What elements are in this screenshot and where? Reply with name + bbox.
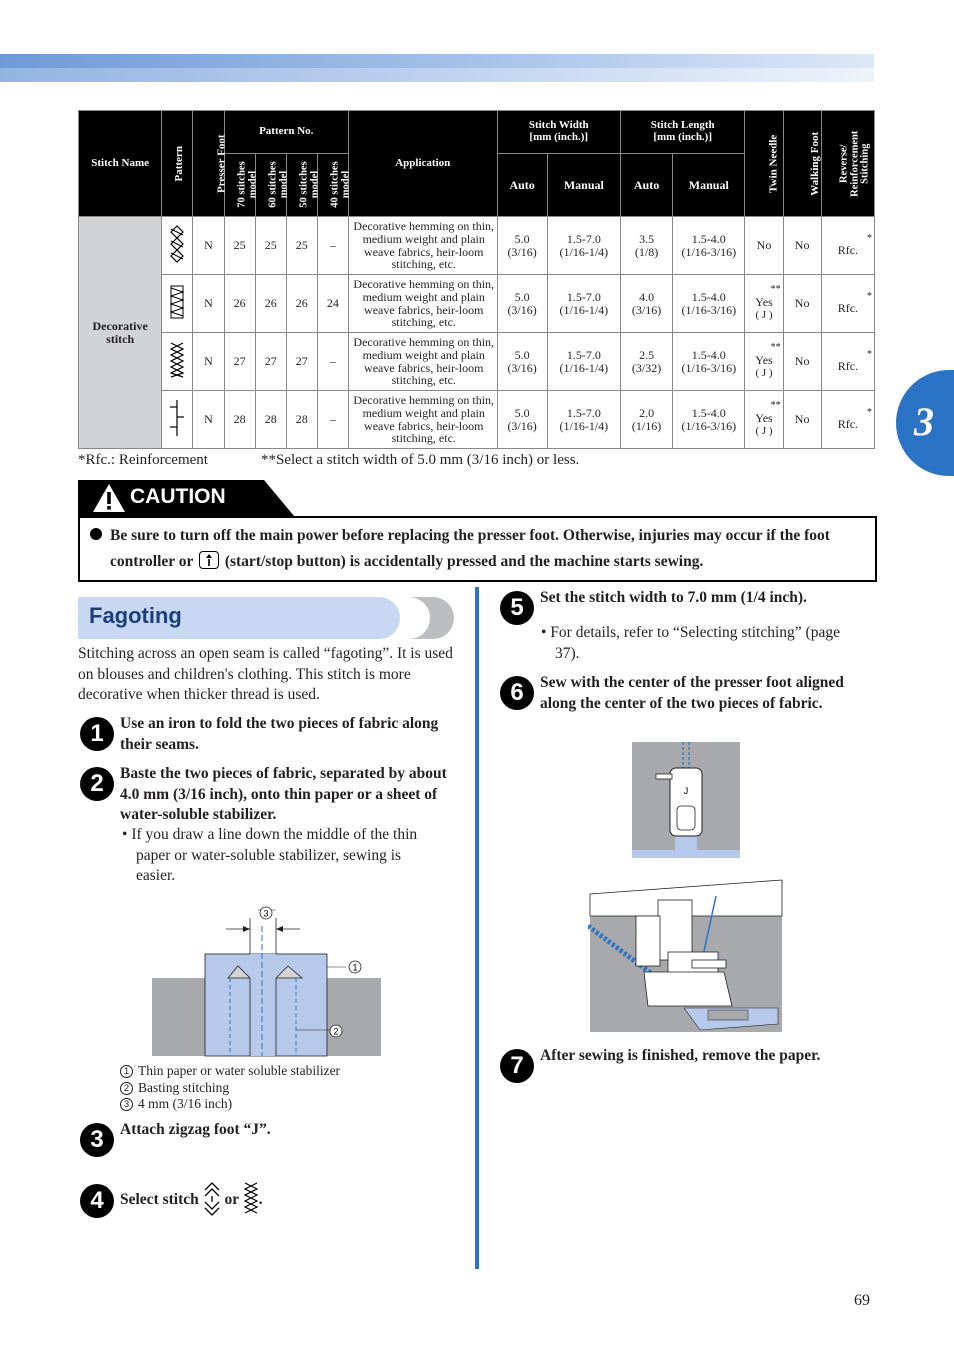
step-1-text: Use an iron to fold the two pieces of fabric along their seams.	[120, 715, 439, 753]
header-stitch-width: Stitch Width [mm (inch.)]	[497, 111, 620, 154]
step-5-number: 5	[500, 591, 534, 625]
header-walking-foot: Walking Foot	[783, 111, 821, 217]
model-cell-m50: 27	[286, 333, 317, 391]
presser-foot-diagram	[630, 740, 742, 866]
header-stitch-length: Stitch Length [mm (inch.)]	[620, 111, 744, 154]
basting-diagram	[150, 900, 390, 1060]
header-twin-needle: Twin Needle	[745, 111, 783, 217]
step-5-note: • For details, refer to “Selecting stitching” (page 37).	[541, 624, 840, 662]
step-3-text: Attach zigzag foot “J”.	[120, 1121, 271, 1138]
caution-text: Be sure to turn off the main power before replacing the presser foot. Otherwise, injuries may occur if the foot controller or (start/stop button) is accidentally pressed and the machine starts sewing.	[110, 527, 830, 570]
application-cell: Decorative hemming on thin, medium weight and plain weave fabrics, heir-loom stitching, etc.	[348, 217, 497, 275]
twin-needle-cell: ** Yes ( J )	[745, 333, 783, 391]
header-model-50: 50 stitches model	[286, 154, 317, 217]
stitch-28-icon	[243, 1181, 259, 1217]
width-manual-cell: 1.5-7.0 (1/16-1/4)	[547, 391, 620, 449]
length-auto-cell: 3.5 (1/8)	[620, 217, 672, 275]
start-stop-button-icon	[199, 551, 219, 569]
header-model-60: 60 stitches model	[255, 154, 286, 217]
step-5-text: Set the stitch width to 7.0 mm (1/4 inch).	[540, 589, 807, 606]
reverse-cell: * Rfc.	[821, 275, 874, 333]
model-cell-m50: 26	[286, 275, 317, 333]
footnote-select: **Select a stitch width of 5.0 mm (3/16 inch) or less.	[261, 452, 580, 468]
callout-2: 2	[333, 1026, 339, 1037]
length-manual-cell: 1.5-4.0 (1/16-3/16)	[673, 391, 745, 449]
application-cell: Decorative hemming on thin, medium weight and plain weave fabrics, heir-loom stitching, etc.	[348, 333, 497, 391]
step-4-text: Select stitch or .	[120, 1181, 450, 1217]
width-manual-cell: 1.5-7.0 (1/16-1/4)	[547, 275, 620, 333]
model-cell-m40: 24	[317, 275, 348, 333]
header-band-top	[0, 54, 874, 68]
walking-foot-cell: No	[783, 275, 821, 333]
model-cell-m60: 26	[255, 275, 286, 333]
step-6-number: 6	[500, 676, 534, 710]
length-auto-cell: 4.0 (3/16)	[620, 275, 672, 333]
length-auto-cell: 2.5 (3/32)	[620, 333, 672, 391]
page-number: 69	[854, 1292, 870, 1309]
foot-cell: N	[193, 391, 224, 449]
foot-cell: N	[193, 333, 224, 391]
pattern-cell	[162, 391, 193, 449]
model-cell-m40: –	[317, 333, 348, 391]
legend-item-3: 3 4 mm (3/16 inch)	[120, 1096, 340, 1113]
application-cell: Decorative hemming on thin, medium weight and plain weave fabrics, heir-loom stitching, etc.	[348, 275, 497, 333]
walking-foot-cell: No	[783, 391, 821, 449]
stitch-28-icon	[169, 426, 185, 440]
model-cell-m50: 25	[286, 217, 317, 275]
section-title: Fagoting	[89, 603, 182, 628]
length-auto-cell: 2.0 (1/16)	[620, 391, 672, 449]
step-2-text: Baste the two pieces of fabric, separated by about 4.0 mm (3/16 inch), onto thin paper or a sheet of water-soluble stabilizer.	[120, 765, 447, 823]
twin-needle-cell: ** Yes ( J )	[745, 391, 783, 449]
chapter-tab	[896, 370, 954, 476]
header-width-manual: Manual	[547, 154, 620, 217]
pattern-cell	[162, 275, 193, 333]
width-auto-cell: 5.0 (3/16)	[497, 217, 547, 275]
caution-title: CAUTION	[130, 485, 226, 508]
model-cell-m60: 25	[255, 217, 286, 275]
header-length-auto: Auto	[620, 154, 672, 217]
header-band-bottom	[0, 68, 874, 82]
stitch-27-icon	[203, 1182, 221, 1216]
header-width-auto: Auto	[497, 154, 547, 217]
model-cell-m40: –	[317, 217, 348, 275]
step-2-note: • If you draw a line down the middle of the thin paper or water-soluble stabilizer, sewing is easier.	[122, 826, 418, 884]
header-length-manual: Manual	[673, 154, 745, 217]
model-cell-m70: 25	[224, 217, 255, 275]
reverse-cell: * Rfc.	[821, 391, 874, 449]
step-7-text: After sewing is finished, remove the paper.	[540, 1047, 821, 1064]
header-stitch-name: Stitch Name	[79, 111, 162, 217]
stitch-table	[78, 110, 875, 449]
model-cell-m70: 28	[224, 391, 255, 449]
step-4-number: 4	[80, 1184, 114, 1218]
model-cell-m70: 27	[224, 333, 255, 391]
foot-cell: N	[193, 275, 224, 333]
length-manual-cell: 1.5-4.0 (1/16-3/16)	[673, 275, 745, 333]
callout-3: 3	[263, 908, 269, 919]
footnote-rfc: *Rfc.: Reinforcement	[78, 452, 208, 468]
walking-foot-cell: No	[783, 333, 821, 391]
legend-item-1: 1 Thin paper or water soluble stabilizer	[120, 1063, 340, 1080]
header-model-40: 40 stitches model	[317, 154, 348, 217]
header-pattern-no: Pattern No.	[224, 111, 348, 154]
width-auto-cell: 5.0 (3/16)	[497, 275, 547, 333]
walking-foot-cell: No	[783, 217, 821, 275]
pattern-cell	[162, 217, 193, 275]
legend	[120, 1063, 340, 1113]
reverse-cell: * Rfc.	[821, 333, 874, 391]
application-cell: Decorative hemming on thin, medium weight and plain weave fabrics, heir-loom stitching, etc.	[348, 391, 497, 449]
group-cell: Decorative stitch	[79, 217, 162, 449]
header-presser-foot: Presser Foot	[193, 111, 224, 217]
stitch-25-icon	[169, 252, 185, 266]
legend-item-2: 2 Basting stitching	[120, 1080, 340, 1097]
length-manual-cell: 1.5-4.0 (1/16-3/16)	[673, 217, 745, 275]
sewing-diagram	[588, 876, 784, 1034]
header-pattern: Pattern	[162, 111, 193, 217]
header-model-70: 70 stitches model	[224, 154, 255, 217]
chapter-number: 3	[914, 399, 934, 444]
stitch-26-icon	[168, 309, 186, 323]
length-manual-cell: 1.5-4.0 (1/16-3/16)	[673, 333, 745, 391]
model-cell-m70: 26	[224, 275, 255, 333]
caution-bullet	[90, 528, 102, 540]
width-auto-cell: 5.0 (3/16)	[497, 333, 547, 391]
step-7-number: 7	[500, 1049, 534, 1083]
reverse-cell: * Rfc.	[821, 217, 874, 275]
step-1-number: 1	[80, 717, 114, 751]
twin-needle-cell: No	[745, 217, 783, 275]
column-divider	[475, 587, 479, 1269]
callout-1: 1	[352, 962, 358, 973]
header-application: Application	[348, 111, 497, 217]
model-cell-m60: 27	[255, 333, 286, 391]
model-cell-m60: 28	[255, 391, 286, 449]
step-6-text: Sew with the center of the presser foot aligned along the center of the two pieces of fabric.	[540, 674, 844, 712]
header-reverse: Reverse/ Reinforcement Stitching	[821, 111, 874, 217]
pattern-cell	[162, 333, 193, 391]
width-auto-cell: 5.0 (3/16)	[497, 391, 547, 449]
width-manual-cell: 1.5-7.0 (1/16-1/4)	[547, 333, 620, 391]
foot-cell: N	[193, 217, 224, 275]
model-cell-m40: –	[317, 391, 348, 449]
table-row	[79, 333, 875, 391]
model-cell-m50: 28	[286, 391, 317, 449]
step-2-number: 2	[80, 767, 114, 801]
stitch-27-icon	[169, 368, 185, 382]
table-row	[79, 391, 875, 449]
width-manual-cell: 1.5-7.0 (1/16-1/4)	[547, 217, 620, 275]
warning-icon	[92, 482, 126, 514]
foot-letter: J	[683, 786, 689, 796]
table-row	[79, 275, 875, 333]
twin-needle-cell: ** Yes ( J )	[745, 275, 783, 333]
step-3-number: 3	[80, 1123, 114, 1157]
section-intro: Stitching across an open seam is called “fagoting”. It is used on blouses and children's clothing. This stitch is more decorative when thicker thread is used.	[78, 645, 453, 703]
table-row	[79, 217, 875, 275]
